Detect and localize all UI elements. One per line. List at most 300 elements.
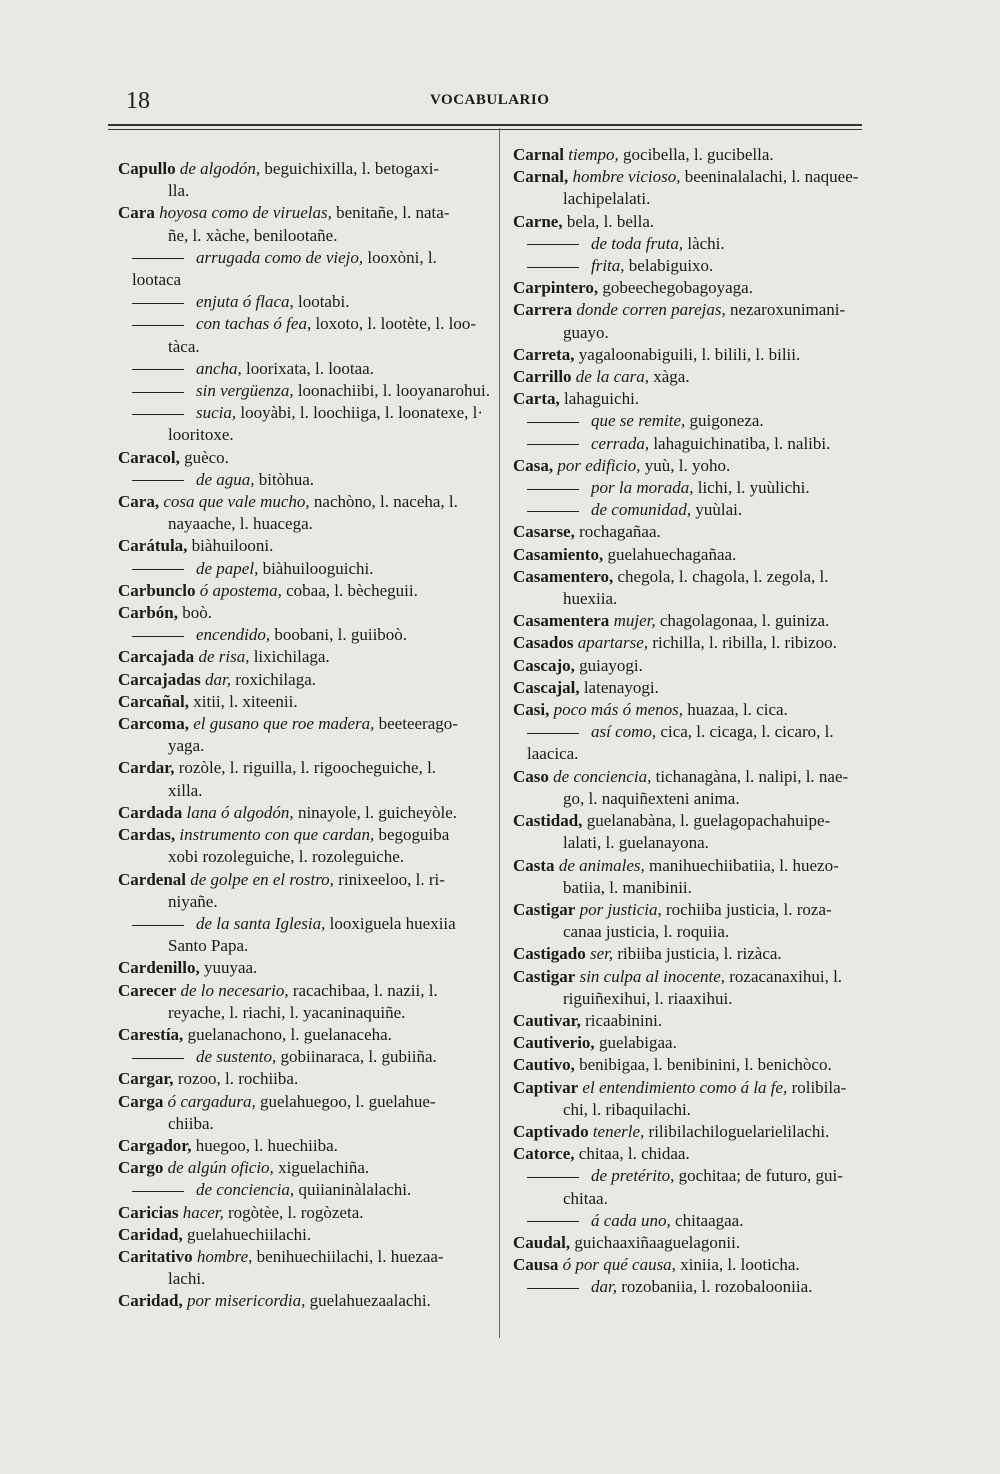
qualifier: hoyosa como de viruelas, — [159, 203, 332, 223]
ditto-dash — [527, 422, 579, 423]
translation: huazaa, l. cica. — [683, 700, 788, 720]
qualifier: dar, — [205, 669, 232, 689]
ditto-dash — [132, 303, 184, 304]
translation: quiianinàlalachi. — [294, 1180, 412, 1200]
dictionary-entry — [118, 602, 490, 624]
qualifier: encendido, — [196, 625, 271, 645]
dictionary-entry — [118, 1224, 490, 1246]
headword: Caritativo — [118, 1246, 193, 1266]
qualifier: por justicia, — [579, 899, 662, 919]
qualifier: apartarse, — [577, 633, 649, 653]
subentry — [118, 247, 490, 291]
entry-continuation — [118, 513, 490, 535]
translation: yuuyaa. — [203, 958, 258, 978]
headword: Captivado — [513, 1121, 589, 1141]
subentry — [118, 402, 490, 424]
dictionary-entry — [513, 632, 888, 654]
entry-text: batiia, l. manibinii. — [563, 877, 692, 897]
headword: Carbunclo — [118, 580, 196, 600]
subentry — [513, 433, 888, 455]
entry-continuation — [118, 1002, 490, 1024]
entry-continuation — [513, 832, 888, 854]
qualifier: cerrada, — [591, 433, 650, 453]
dictionary-entry — [513, 810, 888, 832]
subentry — [513, 410, 888, 432]
translation: lootabi. — [293, 292, 350, 312]
subentry — [513, 721, 888, 765]
qualifier: donde corren parejas, — [576, 300, 726, 320]
ditto-dash — [527, 244, 579, 245]
translation: loxoto, l. lootète, l. loo- — [311, 314, 476, 334]
dictionary-entry — [513, 1077, 888, 1099]
headword: Carnal — [513, 145, 564, 164]
translation: gobiinaraca, l. gubiiña. — [276, 1047, 437, 1067]
dictionary-entry — [513, 610, 888, 632]
headword: Cardas, — [118, 825, 176, 845]
entry-text: Santo Papa. — [168, 936, 249, 956]
headword: Casta — [513, 855, 555, 875]
translation: boò. — [182, 603, 212, 623]
dictionary-entry — [118, 1246, 490, 1268]
translation: begoguiba — [374, 825, 450, 845]
headword: Castigado — [513, 944, 586, 964]
qualifier: de papel, — [196, 558, 259, 578]
dictionary-entry — [513, 655, 888, 677]
ditto-dash — [527, 511, 579, 512]
translation: guèco. — [184, 447, 229, 467]
qualifier: de toda fruta, — [591, 233, 684, 253]
dictionary-entry — [513, 1143, 888, 1165]
dictionary-entry — [513, 166, 888, 188]
dictionary-entry — [513, 299, 888, 321]
headword: Cascajo, — [513, 655, 575, 675]
ditto-dash — [527, 1177, 579, 1178]
translation: xàga. — [648, 367, 690, 387]
qualifier: ó por qué causa, — [562, 1255, 676, 1275]
subentry — [118, 380, 490, 402]
subentry — [513, 233, 888, 255]
dictionary-entry — [513, 1254, 888, 1276]
translation: looyàbi, l. loochiiga, l. loonatexe, l· — [236, 403, 484, 423]
translation: beeninalalachi, l. naquee- — [680, 167, 859, 187]
translation: ricaabinini. — [585, 1010, 663, 1030]
translation: lichi, l. yuùlichi. — [693, 478, 810, 498]
translation: rozòle, l. riguilla, l. rigoocheguiche, l. — [178, 758, 437, 778]
dictionary-entry — [513, 677, 888, 699]
qualifier: ó apostema, — [199, 580, 282, 600]
headword: Casados — [513, 633, 574, 653]
translation: benitañe, l. nata- — [331, 203, 450, 223]
headword: Castidad, — [513, 811, 583, 831]
entry-continuation — [118, 225, 490, 247]
qualifier: de conciencia, — [196, 1180, 295, 1200]
qualifier: el entendimiento como á la fe, — [582, 1077, 788, 1097]
dictionary-entry — [513, 566, 888, 588]
translation: belabiguixo. — [624, 256, 714, 276]
ditto-dash — [527, 444, 579, 445]
subentry — [513, 477, 888, 499]
subentry — [118, 313, 490, 335]
entry-text: yaga. — [168, 736, 205, 756]
headword: Cardenillo, — [118, 958, 200, 978]
entry-text: huexiia. — [563, 589, 618, 609]
dictionary-entry — [118, 757, 490, 779]
entry-continuation — [118, 780, 490, 802]
entry-continuation — [513, 588, 888, 610]
headword: Carcoma, — [118, 714, 189, 734]
translation: bela, l. bella. — [566, 211, 655, 231]
dictionary-entry — [513, 899, 888, 921]
headword: Causa — [513, 1255, 559, 1275]
headword: Castigar — [513, 966, 576, 986]
subentry — [118, 1179, 490, 1201]
headword: Caso — [513, 766, 549, 786]
headword: Carrillo — [513, 367, 572, 387]
dictionary-entry — [118, 535, 490, 557]
translation: cobaa, l. bècheguii. — [281, 580, 418, 600]
headword: Casa, — [513, 455, 554, 475]
dictionary-entry — [513, 144, 888, 166]
translation: racachibaa, l. nazii, l. — [288, 980, 438, 1000]
headword: Carrera — [513, 300, 573, 320]
subentry — [513, 1165, 888, 1187]
qualifier: mujer, — [613, 611, 656, 631]
entry-continuation — [513, 788, 888, 810]
headword: Cautivo, — [513, 1055, 575, 1075]
dictionary-entry — [118, 713, 490, 735]
headword: Cara, — [118, 492, 160, 512]
translation: làchi. — [683, 233, 725, 253]
entry-continuation — [118, 846, 490, 868]
ditto-dash — [132, 569, 184, 570]
translation: loorixata, l. lootaa. — [241, 358, 374, 378]
translation: ninayole, l. guicheyòle. — [293, 802, 458, 822]
dictionary-entry — [513, 855, 888, 877]
translation: rogòtèe, l. rogòzeta. — [223, 1202, 364, 1222]
dictionary-entry — [513, 1232, 888, 1254]
qualifier: de la cara, — [575, 367, 649, 387]
translation: rilibilachiloguelarielilachi. — [644, 1121, 830, 1141]
entry-text: chitaa. — [563, 1188, 608, 1208]
ditto-dash — [527, 1288, 579, 1289]
entry-text: ñe, l. xàche, benilootañe. — [168, 225, 338, 245]
dictionary-entry — [118, 869, 490, 891]
subentry — [118, 624, 490, 646]
subentry — [118, 291, 490, 313]
entry-text: looritoxe. — [168, 425, 234, 445]
ditto-dash — [527, 733, 579, 734]
headword: Carnal, — [513, 167, 569, 187]
entry-continuation — [513, 188, 888, 210]
headword: Carátula, — [118, 536, 188, 556]
qualifier: enjuta ó flaca, — [196, 292, 294, 312]
translation: guelanabàna, l. guelagopachahuipe- — [586, 811, 831, 831]
headword: Casamentera — [513, 611, 610, 631]
qualifier: arrugada como de viejo, — [196, 247, 364, 267]
ditto-dash — [132, 392, 184, 393]
translation: nachòno, l. naceha, l. — [309, 492, 458, 512]
headword: Carreta, — [513, 344, 575, 364]
headword: Cascajal, — [513, 677, 580, 697]
dictionary-entry — [118, 1135, 490, 1157]
qualifier: de algún oficio, — [167, 1158, 274, 1178]
translation: biàhuilooni. — [191, 536, 274, 556]
qualifier: tenerle, — [592, 1121, 645, 1141]
translation: chitaa, l. chidaa. — [578, 1144, 690, 1164]
entry-text: lachipelalati. — [563, 189, 651, 209]
dictionary-entry — [118, 1068, 490, 1090]
entry-text: nayaache, l. huacega. — [168, 514, 313, 534]
entry-continuation — [118, 1113, 490, 1135]
headword: Cautiverio, — [513, 1033, 595, 1053]
headword: Caridad, — [118, 1224, 183, 1244]
dictionary-entry — [513, 1054, 888, 1076]
qualifier: de animales, — [558, 855, 645, 875]
entry-text: go, l. naquiñexteni anima. — [563, 788, 740, 808]
dictionary-entry — [513, 277, 888, 299]
entry-continuation — [118, 424, 490, 446]
translation: latenayogi. — [583, 677, 659, 697]
ditto-dash — [132, 480, 184, 481]
translation: roxichilaga. — [231, 669, 316, 689]
headword: Carbón, — [118, 603, 178, 623]
ditto-dash — [132, 1191, 184, 1192]
translation: rozacanaxihui, l. — [725, 966, 843, 986]
dictionary-entry — [118, 1290, 490, 1312]
dictionary-entry — [118, 1091, 490, 1113]
headword: Carcajadas — [118, 669, 201, 689]
translation: guichaaxiñaaguelagonii. — [574, 1232, 741, 1252]
translation: guelabigaa. — [598, 1033, 677, 1053]
qualifier: de lo necesario, — [180, 980, 289, 1000]
headword: Castigar — [513, 899, 576, 919]
translation: lahaguichi. — [563, 389, 640, 409]
translation: chagolagonaa, l. guiniza. — [655, 611, 830, 631]
qualifier: sin vergüenza, — [196, 381, 294, 401]
entry-continuation — [513, 322, 888, 344]
translation: biàhuilooguichi. — [258, 558, 374, 578]
entry-text: lla. — [168, 181, 190, 201]
qualifier: tiempo, — [568, 145, 619, 164]
translation: chegola, l. chagola, l. zegola, l. — [617, 566, 829, 586]
headword: Catorce, — [513, 1144, 575, 1164]
dictionary-entry — [118, 1024, 490, 1046]
translation: gocibella, l. gucibella. — [618, 145, 774, 164]
headword: Carpintero, — [513, 278, 599, 298]
qualifier: por misericordia, — [186, 1291, 306, 1311]
translation: benibigaa, l. benibinini, l. benichòco. — [579, 1055, 832, 1075]
subentry — [513, 1276, 888, 1298]
translation: looxiguela huexiia — [325, 913, 456, 933]
dictionary-entry — [513, 455, 888, 477]
dictionary-entry — [513, 521, 888, 543]
dictionary-entry — [118, 1157, 490, 1179]
headword: Carta, — [513, 389, 560, 409]
qualifier: de agua, — [196, 469, 255, 489]
entry-text: niyañe. — [168, 891, 218, 911]
translation: gochitaa; de futuro, gui- — [674, 1166, 843, 1186]
ditto-dash — [527, 267, 579, 268]
qualifier: á cada uno, — [591, 1210, 671, 1230]
translation: ribiiba justicia, l. rizàca. — [613, 944, 782, 964]
column-divider — [499, 128, 500, 1338]
qualifier: así como, — [591, 722, 657, 742]
ditto-dash — [132, 414, 184, 415]
headword: Caracol, — [118, 447, 180, 467]
dictionary-entry — [513, 366, 888, 388]
dictionary-entry — [513, 1121, 888, 1143]
dictionary-entry — [513, 344, 888, 366]
qualifier: que se remite, — [591, 411, 686, 431]
translation: bitòhua. — [254, 469, 315, 489]
translation: nezaroxunimani- — [725, 300, 846, 320]
qualifier: de algodón, — [179, 159, 261, 178]
qualifier: con tachas ó fea, — [196, 314, 312, 334]
entry-text: xobi rozoleguiche, l. rozoleguiche. — [168, 847, 405, 867]
dictionary-entry — [513, 1010, 888, 1032]
qualifier: ancha, — [196, 358, 242, 378]
headword: Carecer — [118, 980, 177, 1000]
qualifier: de comunidad, — [591, 500, 692, 520]
translation: rinixeeloo, l. ri- — [333, 869, 445, 889]
translation: rozobaniia, l. rozobalooniia. — [616, 1277, 813, 1297]
entry-continuation — [513, 921, 888, 943]
headword: Carne, — [513, 211, 563, 231]
translation: yuù, l. yoho. — [640, 455, 731, 475]
ditto-dash — [132, 258, 184, 259]
ditto-dash — [132, 636, 184, 637]
subentry — [513, 255, 888, 277]
running-title: VOCABULARIO — [430, 92, 550, 108]
translation: yagaloonabiguili, l. bilili, l. bilii. — [578, 344, 801, 364]
headword: Cardada — [118, 802, 183, 822]
ditto-dash — [527, 1221, 579, 1222]
dictionary-entry — [118, 646, 490, 668]
headword: Cautivar, — [513, 1010, 581, 1030]
ditto-dash — [132, 325, 184, 326]
translation: beeteerago- — [374, 714, 458, 734]
entry-continuation — [118, 1268, 490, 1290]
headword: Carcañal, — [118, 691, 189, 711]
qualifier: sin culpa al inocente, — [579, 966, 725, 986]
dictionary-entry — [118, 802, 490, 824]
translation: xiguelachiña. — [273, 1158, 370, 1178]
dictionary-entry — [513, 766, 888, 788]
ditto-dash — [132, 1058, 184, 1059]
translation: rochiiba justicia, l. roza- — [661, 899, 832, 919]
dictionary-entry — [118, 957, 490, 979]
right-column — [513, 144, 888, 1299]
qualifier: lana ó algodón, — [186, 802, 294, 822]
translation: benihuechiilachi, l. huezaa- — [252, 1246, 444, 1266]
entry-continuation — [118, 336, 490, 358]
translation: yuùlai. — [691, 500, 743, 520]
qualifier: de golpe en el rostro, — [190, 869, 334, 889]
qualifier: por la morada, — [591, 478, 694, 498]
qualifier: instrumento con que cardan, — [179, 825, 375, 845]
entry-text: riguiñexihui, l. riaaxihui. — [563, 988, 733, 1008]
entry-continuation — [513, 877, 888, 899]
translation: xiniia, l. looticha. — [675, 1255, 800, 1275]
entry-continuation — [118, 891, 490, 913]
qualifier: el gusano que roe madera, — [193, 714, 375, 734]
dictionary-entry — [513, 1032, 888, 1054]
dictionary-entry — [118, 824, 490, 846]
dictionary-entry — [513, 211, 888, 233]
translation: richilla, l. ribilla, l. ribizoo. — [648, 633, 837, 653]
qualifier: hombre, — [196, 1246, 253, 1266]
headword: Casarse, — [513, 522, 575, 542]
headword: Cargador, — [118, 1135, 192, 1155]
qualifier: por edificio, — [557, 455, 641, 475]
translation: guelahuezaalachi. — [305, 1291, 431, 1311]
qualifier: hacer, — [182, 1202, 224, 1222]
qualifier: ó cargadura, — [167, 1091, 256, 1111]
entry-continuation — [118, 735, 490, 757]
translation: manihuechiibatiia, l. huezo- — [644, 855, 839, 875]
translation: guigoneza. — [685, 411, 764, 431]
ditto-dash — [527, 489, 579, 490]
qualifier: de risa, — [198, 647, 250, 667]
headword: Carga — [118, 1091, 164, 1111]
dictionary-entry — [513, 699, 888, 721]
translation: cica, l. cicaga, l. cicaro, l. laacica. — [527, 722, 834, 764]
entry-text: lachi. — [168, 1269, 206, 1289]
qualifier: de conciencia, — [553, 766, 652, 786]
headword: Cargo — [118, 1158, 164, 1178]
translation: huegoo, l. huechiiba. — [195, 1135, 338, 1155]
headword: Caridad, — [118, 1291, 183, 1311]
qualifier: sucia, — [196, 403, 237, 423]
entry-continuation — [118, 180, 490, 202]
entry-text: tàca. — [168, 336, 200, 356]
subentry — [118, 1046, 490, 1068]
translation: loonachiibi, l. looyanarohui. — [293, 381, 490, 401]
translation: beguichixilla, l. betogaxi- — [260, 159, 440, 178]
page-number: 18 — [126, 88, 150, 114]
translation: chitaagaa. — [670, 1210, 744, 1230]
translation: xitii, l. xiteenii. — [193, 691, 298, 711]
entry-continuation — [513, 1188, 888, 1210]
subentry — [118, 358, 490, 380]
headword: Caudal, — [513, 1232, 571, 1252]
headword: Cardar, — [118, 758, 175, 778]
translation: lixichilaga. — [249, 647, 330, 667]
dictionary-entry — [118, 1202, 490, 1224]
translation: guiayogi. — [579, 655, 643, 675]
qualifier: frita, — [591, 256, 625, 276]
headword: Cara — [118, 203, 155, 223]
translation: rochagañaa. — [579, 522, 661, 542]
entry-text: chiiba. — [168, 1113, 214, 1133]
headword: Carcajada — [118, 647, 195, 667]
subentry — [118, 558, 490, 580]
qualifier: de pretérito, — [591, 1166, 675, 1186]
translation: guelahuechagañaa. — [607, 544, 737, 564]
dictionary-entry — [513, 388, 888, 410]
headword: Carestía, — [118, 1024, 184, 1044]
ditto-dash — [132, 369, 184, 370]
headword: Casamiento, — [513, 544, 604, 564]
dictionary-entry — [118, 669, 490, 691]
entry-text: chi, l. ribaquilachi. — [563, 1099, 691, 1119]
dictionary-entry — [118, 980, 490, 1002]
dictionary-entry — [118, 158, 490, 180]
entry-text: reyache, l. riachi, l. yacaninaquiñe. — [168, 1002, 406, 1022]
qualifier: hombre vicioso, — [572, 167, 681, 187]
qualifier: de la santa Iglesia, — [196, 913, 326, 933]
headword: Cardenal — [118, 869, 186, 889]
